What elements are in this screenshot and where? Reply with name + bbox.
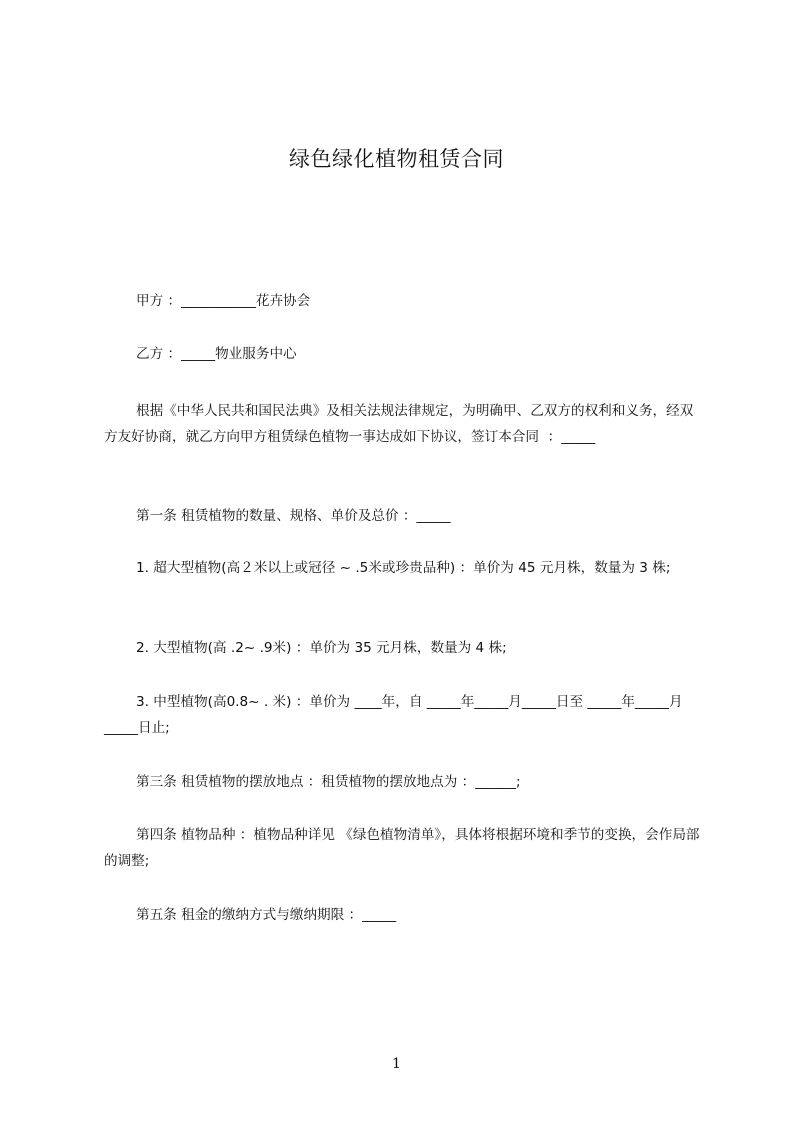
article-5-paragraph: 第五条 租金的缴纳方式与缴纳期限 ：_____ xyxy=(136,907,397,923)
item-1-paragraph: 1. 超大型植物(高２米以上或冠径 ~ .5米或珍贵品种) ：单价为 45 元月株，数量为 3 株; xyxy=(136,560,671,576)
item-2-paragraph: 2. 大型植物(高 .2~ .9米) ：单价为 35 元月株，数量为 4 株; xyxy=(136,640,507,656)
party-a-line: 甲方 ：___________花卉协会 xyxy=(136,293,311,309)
page-number: 1 xyxy=(392,1056,401,1072)
article-4-paragraph: 第四条 植物品种 ：植物品种详见 《绿色植物清单》，具体将根据环境和季节的变换，会作局部的调整; xyxy=(104,827,700,869)
item-3-paragraph: 3. 中型植物(高0.8~ . 米) ：单价为 ____年，自 _____年_____月_____日至 _____年_____月_____日止; xyxy=(104,694,683,736)
party-b-line: 乙方 ：_____物业服务中心 xyxy=(136,346,297,362)
preamble-paragraph: 根据《中华人民共和国民法典》及相关法规法律规定，为明确甲、乙双方的权利和义务，经双方友好协商，就乙方向甲方租赁绿色植物一事达成如下协议，签订本合同 ：_____ xyxy=(104,403,694,445)
document-title: 绿色绿化植物租赁合同 xyxy=(289,147,504,171)
article-3-paragraph: 第三条 租赁植物的摆放地点 ：租赁植物的摆放地点为 ：______; xyxy=(136,774,521,790)
article-1-heading: 第一条 租赁植物的数量、规格、单价及总价 ：_____ xyxy=(136,508,451,524)
